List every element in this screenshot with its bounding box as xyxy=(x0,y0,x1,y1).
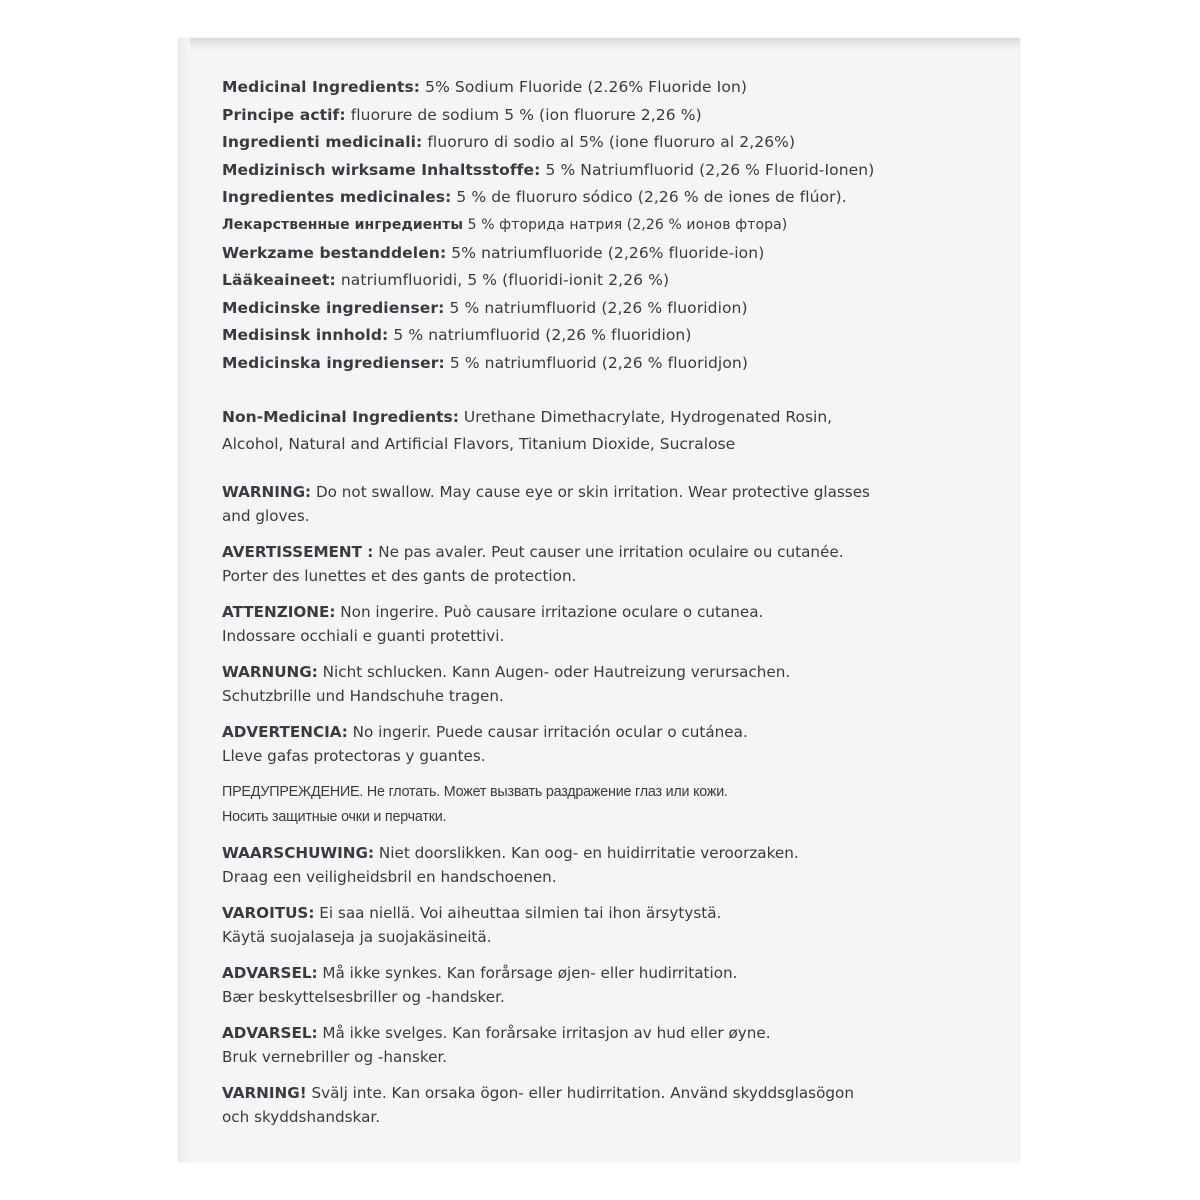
package-top-shadow xyxy=(190,38,1020,50)
label-text xyxy=(222,74,942,1141)
medicinal-line-it: Ingredienti medicinali: fluoruro di sodio al 5% (ione fluoruro al 2,26%) xyxy=(222,133,796,152)
warning-da: ADVARSEL: Må ikke synkes. Kan forårsage øjen- eller hudirritation. Bær beskyttelsesbriller og -handsker. xyxy=(222,963,738,1007)
medicinal-line-en: Medicinal Ingredients: 5% Sodium Fluoride (2.26% Fluoride Ion) xyxy=(222,78,748,96)
medicinal-line-fr: Principe actif: fluorure de sodium 5 % (ion fluorure 2,26 %) xyxy=(222,105,702,124)
warning-ru: ПРЕДУПРЕЖДЕНИЕ. Не глотать. Может вызвать раздражение глаз или кожи. Носить защитные очки и перчатки. xyxy=(222,783,728,825)
warnings xyxy=(222,480,942,1130)
medicinal-line-no: Medisinsk innhold: 5 % natriumfluorid (2,26 % fluoridion) xyxy=(222,326,692,345)
warning-nl: WAARSCHUWING: Niet doorslikken. Kan oog- en huidirritatie veroorzaken. Draag een veiligheidsbril en handschoenen. xyxy=(222,843,799,887)
medicinal-ingredients xyxy=(222,74,942,378)
warning-de: WARNUNG: Nicht schlucken. Kann Augen- oder Hautreizung verursachen. Schutzbrille und Handschuhe tragen. xyxy=(222,662,791,706)
non-medicinal-ingredients xyxy=(222,404,942,458)
warning-es: ADVERTENCIA: No ingerir. Puede causar irritación ocular o cutánea. Lleve gafas protectoras y guantes. xyxy=(222,722,748,766)
medicinal-line-nl: Werkzame bestanddelen: 5% natriumfluoride (2,26% fluoride-ion) xyxy=(222,243,765,262)
warning-it: ATTENZIONE: Non ingerire. Può causare irritazione oculare o cutanea. Indossare occhiali e guanti protettivi. xyxy=(222,602,764,646)
warning-en: WARNING: Do not swallow. May cause eye or skin irritation. Wear protective glasses and gloves. xyxy=(222,482,870,526)
warning-sv: VARNING! Svälj inte. Kan orsaka ögon- eller hudirritation. Använd skyddsglasögon och skyddshandskar. xyxy=(222,1083,854,1127)
non-medicinal-line-1: Non-Medicinal Ingredients: Urethane Dimethacrylate, Hydrogenated Rosin, xyxy=(222,407,833,426)
warning-no: ADVARSEL: Må ikke svelges. Kan forårsake irritasjon av hud eller øyne. Bruk vernebriller og -hansker. xyxy=(222,1023,771,1067)
non-medicinal-line-2: Alcohol, Natural and Artificial Flavors, Titanium Dioxide, Sucralose xyxy=(222,434,736,453)
medicinal-line-ru: Лекарственные ингредиенты 5 % фторида натрия (2,26 % ионов фтора) xyxy=(222,216,788,233)
medicinal-line-de: Medizinisch wirksame Inhaltsstoffe: 5 % Natriumfluorid (2,26 % Fluorid-Ionen) xyxy=(222,160,875,179)
medicinal-line-fi: Lääkeaineet: natriumfluoridi, 5 % (fluoridi-ionit 2,26 %) xyxy=(222,271,670,290)
medicinal-line-sv: Medicinska ingredienser: 5 % natriumfluorid (2,26 % fluoridjon) xyxy=(222,353,748,372)
medicinal-line-es: Ingredientes medicinales: 5 % de fluoruro sódico (2,26 % de iones de flúor). xyxy=(222,188,847,207)
warning-fr: AVERTISSEMENT : Ne pas avaler. Peut causer une irritation oculaire ou cutanée. Porter des lunettes et des gants de protection. xyxy=(222,542,844,586)
warning-fi: VAROITUS: Ei saa niellä. Voi aiheuttaa silmien tai ihon ärsytystä. Käytä suojalaseja ja suojakäsineitä. xyxy=(222,903,722,947)
medicinal-line-da: Medicinske ingredienser: 5 % natriumfluorid (2,26 % fluoridion) xyxy=(222,298,748,317)
package-left-edge xyxy=(178,38,190,1162)
